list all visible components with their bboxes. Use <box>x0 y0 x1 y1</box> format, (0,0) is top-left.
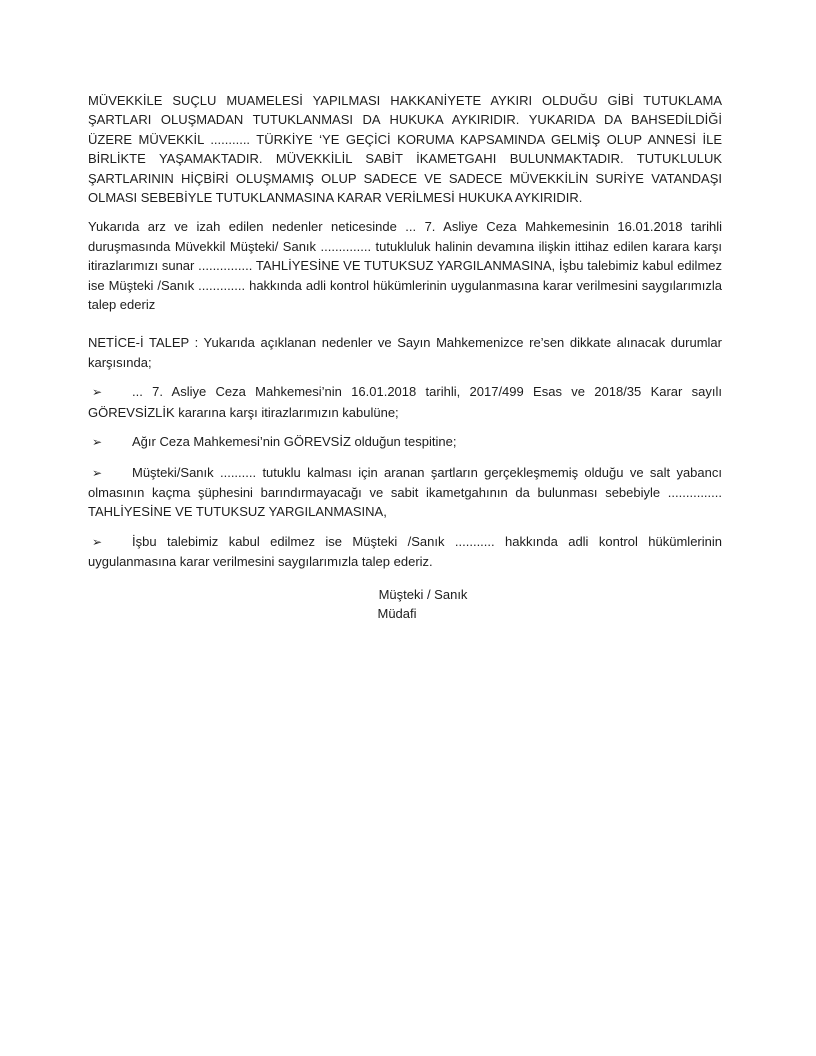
arrow-bullet-icon: ➢ <box>92 534 103 549</box>
list-item-text: Ağır Ceza Mahkemesi’nin GÖREVSİZ olduğun tespitine; <box>132 434 457 450</box>
list-item-text: İşbu talebimiz kabul edilmez ise Müşteki /Sanık ........... hakkında adli kontrol hükümlerinin uygulanmasına karar verilmesini saygılarımızla talep ederiz. <box>88 533 722 570</box>
list-item-objection-acceptance <box>88 382 722 422</box>
signature-counsel-line: Müdafi <box>377 605 417 621</box>
list-item-text: Müşteki/Sanık .......... tutuklu kalması için aranan şartların gerçekleşmemiş olduğu ve salt yabancı olmasının kaçma şüphesini barındırmayacağı ve sabit ikametgahının da bulunması sebebiyle ............... TAHLİYESİNE VE TUTUKSUZ YARGILANMASINA, <box>88 464 722 520</box>
argument-paragraph: MÜVEKKİLE SUÇLU MUAMELESİ YAPILMASI HAKKANİYETE AYKIRI OLDUĞU GİBİ TUTUKLAMA ŞARTLARI OLUŞMADAN TUTUKLANMASI DA HUKUKA AYKIRIDIR. YUKARIDA DA BAHSEDİLDİĞİ ÜZERE MÜVEKKİL ........... TÜRKİYE ‘YE GEÇİCİ KORUMA KAPSAMINDA GELMİŞ OLUP ANNESİ İLE BİRLİKTE YAŞAMAKTADIR. MÜVEKKİLİL SABİT İKAMETGAHI BULUNMAKTADIR. TUTUKLULUK ŞARTLARININ HİÇBİRİ OLUŞMAMIŞ OLUP SADECE VE SADECE MÜVEKKİLİN SURİYE VATANDAŞI OLMASI SEBEBİYLE TUTUKLANMASINA KARAR VERİLMESİ HUKUKA AYKIRIDIR. <box>88 93 722 206</box>
list-item-release-request <box>88 463 722 522</box>
list-item-text: ... 7. Asliye Ceza Mahkemesi’nin 16.01.2018 tarihli, 2017/499 Esas ve 2018/35 Karar sayılı GÖREVSİZLİK kararına karşı itirazlarımızın kabulüne; <box>88 384 722 420</box>
section-spacer <box>88 324 722 333</box>
signature-block <box>88 585 722 624</box>
conclusion-heading: NETİCE-İ TALEP : Yukarıda açıklanan nedenler ve Sayın Mahkemenizce re’sen dikkate alınacak durumlar karşısında; <box>88 335 722 370</box>
list-item-jurisdiction-finding <box>88 432 722 452</box>
list-item-judicial-control-request <box>88 532 722 572</box>
arrow-bullet-icon: ➢ <box>92 435 103 450</box>
arrow-bullet-icon: ➢ <box>92 385 103 400</box>
arrow-bullet-icon: ➢ <box>92 465 103 480</box>
summary-request-paragraph: Yukarıda arz ve izah edilen nedenler neticesinde ... 7. Asliye Ceza Mahkemesinin 16.01.2018 tarihli duruşmasında Müvekkil Müşteki/ Sanık .............. tutukluluk halinin devamına ilişkin ittihaz edilen karara karşı itirazlarımızı sunar ............... TAHLİYESİNE VE TUTUKSUZ YARGILANMASINA, İşbu talebimiz kabul edilmez ise Müşteki /Sanık ............. hakkında adli kontrol hükümlerinin uygulanmasına karar verilmesini saygılarımızla talep ederiz <box>88 219 722 313</box>
signature-party-line: Müşteki / Sanık <box>378 586 468 602</box>
